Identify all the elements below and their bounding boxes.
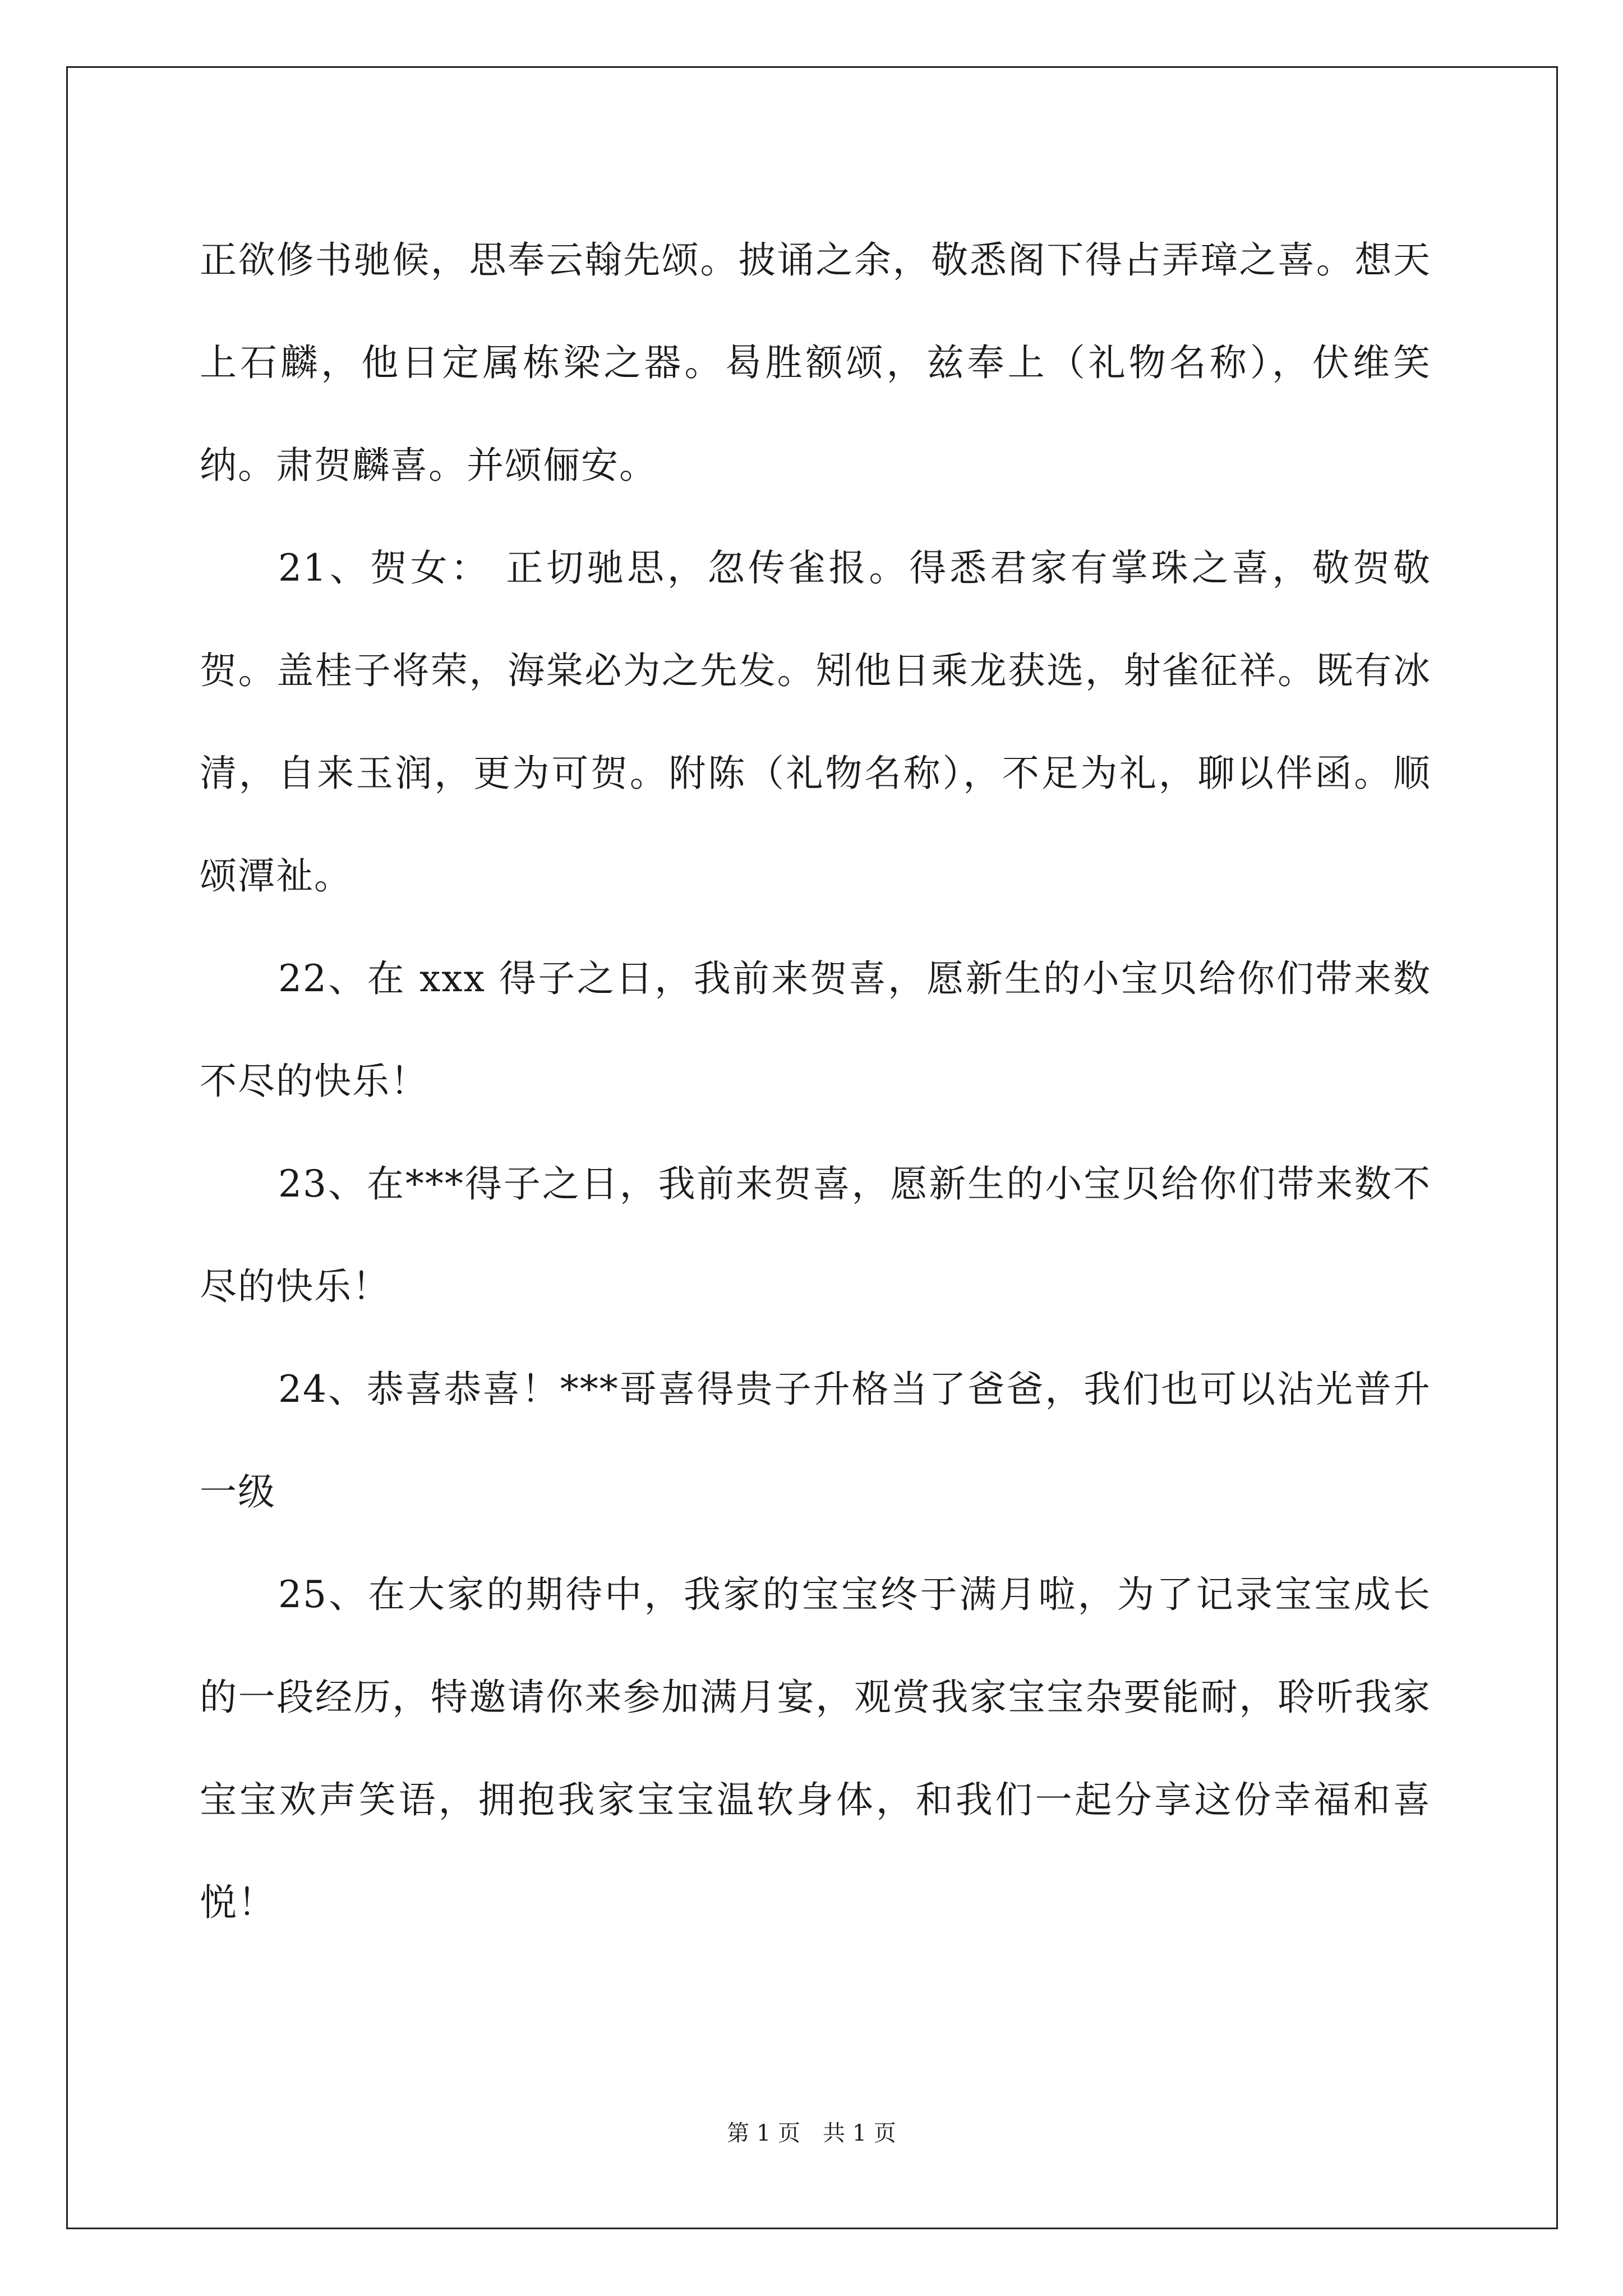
paragraph-23: 23、在***得子之日，我前来贺喜，愿新生的小宝贝给你们带来数不尽的快乐！ — [200, 1162, 1431, 1308]
paragraph-25: 25、在大家的期待中，我家的宝宝终于满月啦，为了记录宝宝成长的一段经历，特邀请你来参加满月宴，观赏我家宝宝杂要能耐，聆听我家宝宝欢声笑语，拥抱我家宝宝温软身体，和我们一起分享这份幸福和喜悦！ — [200, 1573, 1431, 1924]
paragraph-continued: 正欲修书驰候，思奉云翰先颂。披诵之余，敬悉阁下得占弄璋之喜。想天上石麟，他日定属栋梁之器。曷胜额颂，兹奉上（礼物名称），伏维笑纳。肃贺麟喜。并颂俪安。 — [200, 238, 1431, 487]
page-footer: 第 1 页 共 1 页 — [727, 2120, 896, 2146]
document-body — [200, 209, 1431, 1954]
paragraph-21: 21、贺女： 正切驰思，忽传雀报。得悉君家有掌珠之喜，敬贺敬贺。盖桂子将荣，海棠必为之先发。矧他日乘龙获选，射雀征祥。既有冰清，自来玉润，更为可贺。附陈（礼物名称），不足为礼，聊以伴函。顺颂潭祉。 — [200, 546, 1431, 898]
paragraph-24: 24、恭喜恭喜！***哥喜得贵子升格当了爸爸，我们也可以沾光普升一级 — [200, 1368, 1431, 1513]
paragraph-22: 22、在 xxx 得子之日，我前来贺喜，愿新生的小宝贝给你们带来数不尽的快乐！ — [200, 957, 1431, 1103]
